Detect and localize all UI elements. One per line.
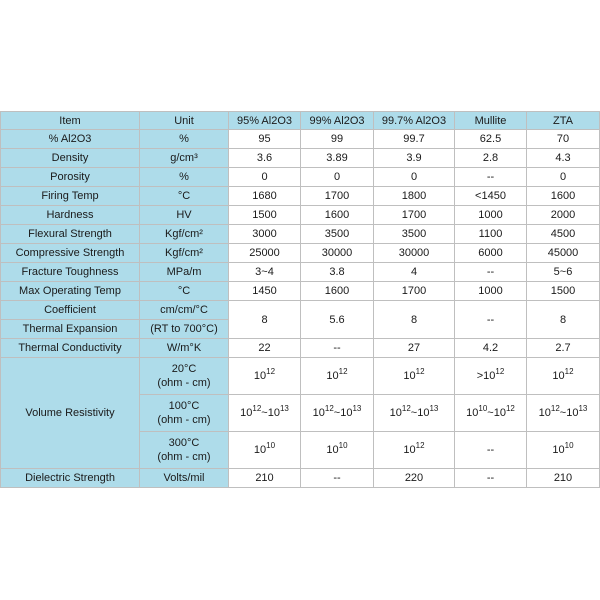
table-cell: 1700: [374, 206, 455, 225]
value-separator: ~: [487, 407, 494, 419]
row-label: Max Operating Temp: [1, 282, 140, 301]
column-header-95-alumina: 95% Al2O3: [229, 112, 301, 130]
table-cell: 4.3: [527, 149, 600, 168]
table-cell: 5~6: [527, 263, 600, 282]
ceramic-properties-table: [0, 111, 600, 488]
row-unit: W/m°K: [140, 339, 229, 358]
value-exponent: 10: [478, 404, 488, 413]
row-label: Thermal Expansion: [1, 320, 140, 339]
row-label: Volume Resistivity: [1, 358, 140, 469]
value-base: 10: [267, 407, 280, 419]
row-unit: %: [140, 130, 229, 149]
unit-ohm-cm: (ohm - cm): [157, 377, 211, 389]
table-cell: 1500: [527, 282, 600, 301]
table-cell: 30000: [301, 244, 374, 263]
table-row: [1, 206, 600, 225]
table-cell: --: [455, 168, 527, 187]
row-label: Compressive Strength: [1, 244, 140, 263]
table-row: [1, 282, 600, 301]
table-cell: [374, 432, 455, 469]
table-cell: 1700: [374, 282, 455, 301]
row-label: Flexural Strength: [1, 225, 140, 244]
unit-temperature: 100°C: [168, 400, 200, 412]
table-cell: 3500: [301, 225, 374, 244]
value-exponent: 13: [578, 404, 588, 413]
value-exponent: 10: [338, 441, 348, 450]
row-unit: [140, 395, 229, 432]
table-cell: 99: [301, 130, 374, 149]
table-cell: 3000: [229, 225, 301, 244]
table-cell: 0: [229, 168, 301, 187]
row-unit: Volts/mil: [140, 469, 229, 488]
table-cell: 25000: [229, 244, 301, 263]
table-row: [1, 358, 600, 395]
table-cell: 5.6: [301, 301, 374, 339]
column-header-99-alumina: 99% Al2O3: [301, 112, 374, 130]
unit-temperature: 20°C: [171, 363, 197, 375]
value-base: 10: [552, 370, 565, 382]
column-header-99-7-alumina: 99.7% Al2O3: [374, 112, 455, 130]
value-base: 10: [326, 444, 339, 456]
row-label: Firing Temp: [1, 187, 140, 206]
value-exponent: 12: [401, 404, 411, 413]
table-cell: 1100: [455, 225, 527, 244]
table-cell: 0: [374, 168, 455, 187]
table-cell: [301, 395, 374, 432]
table-cell: 70: [527, 130, 600, 149]
value-exponent: 10: [564, 441, 574, 450]
value-exponent: 12: [266, 367, 276, 376]
header-row: [1, 112, 600, 130]
column-header-item: Item: [1, 112, 140, 130]
row-unit: g/cm³: [140, 149, 229, 168]
value-base: 10: [552, 444, 565, 456]
table-cell: 4.2: [455, 339, 527, 358]
row-label: Porosity: [1, 168, 140, 187]
row-unit: (RT to 700°C): [140, 320, 229, 339]
column-header-mullite: Mullite: [455, 112, 527, 130]
table-row: [1, 244, 600, 263]
unit-temperature: 300°C: [168, 437, 200, 449]
value-base: 10: [493, 407, 506, 419]
value-separator: ~: [559, 407, 567, 419]
value-exponent: 13: [352, 404, 362, 413]
value-base: 10: [403, 370, 416, 382]
table-cell: 3.9: [374, 149, 455, 168]
table-cell: 1680: [229, 187, 301, 206]
row-label: Coefficient: [1, 301, 140, 320]
row-unit: Kgf/cm²: [140, 225, 229, 244]
value-prefix: >: [476, 370, 484, 382]
table-cell: [527, 432, 600, 469]
table-cell: 3~4: [229, 263, 301, 282]
table-cell: --: [301, 469, 374, 488]
value-exponent: 12: [505, 404, 515, 413]
value-exponent: 13: [429, 404, 439, 413]
row-label: Dielectric Strength: [1, 469, 140, 488]
table-cell: 30000: [374, 244, 455, 263]
table-cell: [527, 395, 600, 432]
value-prefix: --: [486, 444, 495, 456]
table-cell: [455, 395, 527, 432]
value-exponent: 12: [495, 367, 505, 376]
table-cell: --: [455, 301, 527, 339]
table-cell: 62.5: [455, 130, 527, 149]
table-cell: [301, 432, 374, 469]
table-cell: [229, 358, 301, 395]
value-exponent: 12: [415, 367, 425, 376]
value-base: 10: [483, 370, 496, 382]
table-cell: 210: [527, 469, 600, 488]
table-row: [1, 187, 600, 206]
value-exponent: 12: [338, 367, 348, 376]
value-separator: ~: [410, 407, 418, 419]
value-separator: ~: [261, 407, 268, 419]
table-cell: 0: [527, 168, 600, 187]
table-cell: 6000: [455, 244, 527, 263]
table-cell: [229, 395, 301, 432]
value-exponent: 10: [266, 441, 276, 450]
value-exponent: 12: [415, 441, 425, 450]
row-label: Fracture Toughness: [1, 263, 140, 282]
value-exponent: 12: [550, 404, 560, 413]
value-base: 10: [466, 407, 479, 419]
table-cell: [374, 395, 455, 432]
table-cell: 220: [374, 469, 455, 488]
value-base: 10: [312, 407, 325, 419]
row-unit: °C: [140, 282, 229, 301]
table-cell: 27: [374, 339, 455, 358]
value-base: 10: [389, 407, 402, 419]
table-cell: 99.7: [374, 130, 455, 149]
table-cell: [455, 358, 527, 395]
table-cell: [301, 358, 374, 395]
value-base: 10: [326, 370, 339, 382]
value-base: 10: [566, 407, 579, 419]
value-base: 10: [403, 444, 416, 456]
value-exponent: 12: [564, 367, 574, 376]
table-cell: 45000: [527, 244, 600, 263]
value-separator: ~: [333, 407, 341, 419]
table-cell: 22: [229, 339, 301, 358]
table-cell: 1800: [374, 187, 455, 206]
table-cell: [229, 432, 301, 469]
table-cell: 2.8: [455, 149, 527, 168]
row-unit: cm/cm/°C: [140, 301, 229, 320]
table-cell: 3.6: [229, 149, 301, 168]
table-cell: 1450: [229, 282, 301, 301]
value-exponent: 13: [279, 404, 289, 413]
row-label: % Al2O3: [1, 130, 140, 149]
table-cell: 3.89: [301, 149, 374, 168]
table-cell: [374, 358, 455, 395]
table-cell: 4: [374, 263, 455, 282]
row-unit: HV: [140, 206, 229, 225]
table-cell: 210: [229, 469, 301, 488]
table-cell: 3.8: [301, 263, 374, 282]
row-unit: [140, 358, 229, 395]
table-cell: 8: [527, 301, 600, 339]
value-base: 10: [253, 444, 267, 456]
value-exponent: 12: [324, 404, 334, 413]
table-row: [1, 301, 600, 320]
table-cell: 8: [374, 301, 455, 339]
row-unit: %: [140, 168, 229, 187]
table-cell: 4500: [527, 225, 600, 244]
table-cell: 2.7: [527, 339, 600, 358]
table-cell: 8: [229, 301, 301, 339]
row-label: Density: [1, 149, 140, 168]
row-unit: MPa/m: [140, 263, 229, 282]
table-cell: 1600: [301, 206, 374, 225]
column-header-zta: ZTA: [527, 112, 600, 130]
table-row: [1, 130, 600, 149]
table-cell: 0: [301, 168, 374, 187]
properties-table-wrapper: [0, 111, 600, 488]
table-cell: 1700: [301, 187, 374, 206]
table-cell: 2000: [527, 206, 600, 225]
table-cell: 1600: [301, 282, 374, 301]
column-header-unit: Unit: [140, 112, 229, 130]
row-label: Hardness: [1, 206, 140, 225]
value-base: 10: [240, 407, 253, 419]
table-cell: --: [455, 469, 527, 488]
table-row: [1, 263, 600, 282]
table-cell: --: [455, 263, 527, 282]
value-base: 10: [538, 407, 551, 419]
table-row: [1, 168, 600, 187]
row-label: Thermal Conductivity: [1, 339, 140, 358]
table-cell: 3500: [374, 225, 455, 244]
row-unit: °C: [140, 187, 229, 206]
table-cell: <1450: [455, 187, 527, 206]
table-cell: [455, 432, 527, 469]
value-base: 10: [417, 407, 430, 419]
value-base: 10: [340, 407, 353, 419]
table-row: [1, 149, 600, 168]
row-unit: [140, 432, 229, 469]
table-row: [1, 225, 600, 244]
table-cell: 1000: [455, 206, 527, 225]
table-cell: 95: [229, 130, 301, 149]
unit-ohm-cm: (ohm - cm): [157, 414, 211, 426]
table-row: [1, 469, 600, 488]
table-cell: 1500: [229, 206, 301, 225]
table-cell: 1000: [455, 282, 527, 301]
value-exponent: 12: [252, 404, 262, 413]
value-base: 10: [253, 370, 267, 382]
table-row: [1, 339, 600, 358]
row-unit: Kgf/cm²: [140, 244, 229, 263]
table-cell: 1600: [527, 187, 600, 206]
table-cell: --: [301, 339, 374, 358]
unit-ohm-cm: (ohm - cm): [157, 451, 211, 463]
table-cell: [527, 358, 600, 395]
